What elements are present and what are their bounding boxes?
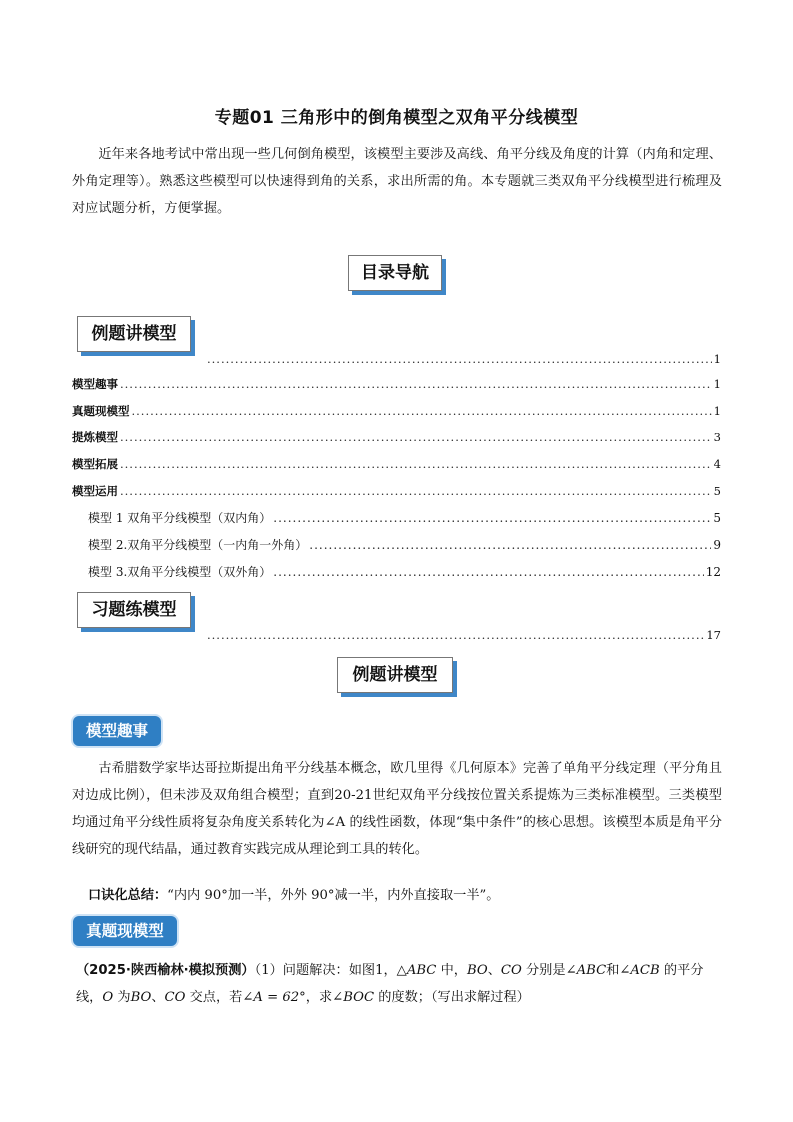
math-condition: ∠A = 62° <box>242 990 306 1005</box>
toc-entry-examples[interactable] <box>205 352 721 368</box>
mnemonic-text: “内内 90°加一半，外外 90°减一半，内外直接取一半”。 <box>167 888 500 903</box>
math-triangle: △ABC <box>396 963 437 978</box>
toc-leader-dots <box>132 404 712 418</box>
toc-entry-model-application[interactable] <box>72 483 721 499</box>
question-text-segment: 为 <box>113 990 131 1005</box>
toc-entry-label: 模型运用 <box>72 484 118 498</box>
toc-entry-label: 模型拓展 <box>72 457 118 471</box>
toc-leader-dots <box>207 352 712 366</box>
question-text-segment: 、 <box>487 963 501 978</box>
toc-entry-refine-model[interactable] <box>72 429 721 445</box>
question-text-segment: 的平分线， <box>76 963 704 1005</box>
toc-leader-dots <box>120 377 712 391</box>
math-bo: BO <box>466 963 488 978</box>
toc-leader-dots <box>120 430 712 444</box>
toc-page-number: 1 <box>713 352 721 366</box>
toc-section-box-examples: 例题讲模型 <box>77 316 191 352</box>
toc-entry-label: 模型 2.双角平分线模型（一内角一外角） <box>88 538 308 552</box>
toc-page-number: 17 <box>706 628 721 642</box>
math-angle-boc: ∠BOC <box>332 990 375 1005</box>
toc-entry-label: 模型 1 双角平分线模型（双内角） <box>88 511 272 525</box>
question-part: （1）问题解决：如图1， <box>254 963 397 978</box>
section-heading-box: 例题讲模型 <box>337 657 453 693</box>
page-title: 专题01 三角形中的倒角模型之双角平分线模型 <box>214 108 579 128</box>
toc-heading-box: 目录导航 <box>348 255 442 291</box>
toc-page-number: 4 <box>713 457 721 471</box>
toc-entry-fun-facts[interactable] <box>72 376 721 392</box>
math-co: CO <box>500 963 522 978</box>
toc-leader-dots <box>273 565 703 579</box>
toc-leader-dots <box>207 628 704 642</box>
toc-leader-dots <box>309 538 711 552</box>
badge-fun-facts: 模型趣事 <box>73 716 161 746</box>
toc-page-number: 1 <box>713 404 721 418</box>
story-paragraph: 古希腊数学家毕达哥拉斯提出角平分线基本概念，欧几里得《几何原本》完善了单角平分线定理（平分角且对边成比例），但未涉及双角组合模型；直到20-21世纪双角平分线按位置关系提炼为三类标准模型。三类模型均通过角平分线性质将复杂角度关系转化为∠A 的线性函数，体现“集中条件”的核心思想。该模型本质是角平分线研究的现代结晶，通过教育实践完成从理论到工具的转化。 <box>72 761 722 857</box>
toc-entry-exercises[interactable] <box>205 628 721 644</box>
math-co-2: CO <box>164 990 186 1005</box>
toc-page-number: 3 <box>713 430 721 444</box>
mnemonic-label: 口诀化总结： <box>88 888 168 903</box>
toc-entry-real-questions[interactable] <box>72 403 721 419</box>
toc-subentry-model-1[interactable] <box>88 509 721 525</box>
toc-page-number: 9 <box>713 538 721 552</box>
toc-entry-label: 提炼模型 <box>72 430 118 444</box>
badge-real-questions: 真题现模型 <box>73 916 177 946</box>
toc-entry-model-extension[interactable] <box>72 456 721 472</box>
math-angle-acb: ∠ACB <box>619 963 660 978</box>
toc-section-box-exercises: 习题练模型 <box>77 592 191 628</box>
toc-leader-dots <box>120 457 712 471</box>
question-text-segment: 、 <box>151 990 165 1005</box>
toc-entry-label: 真题现模型 <box>72 404 130 418</box>
toc-entry-label: 模型 3.双角平分线模型（双外角） <box>88 565 272 579</box>
toc-leader-dots <box>273 511 711 525</box>
toc-page-number: 1 <box>713 377 721 391</box>
question-text-segment: 中， <box>436 963 467 978</box>
question-text <box>76 957 724 1011</box>
mnemonic-summary <box>88 884 500 903</box>
question-source: （2025·陕西榆林·模拟预测） <box>76 963 255 978</box>
math-bo-2: BO <box>130 990 152 1005</box>
math-point-o: O <box>102 990 114 1005</box>
question-text-segment: ，求 <box>305 990 333 1005</box>
question-text-segment: 的度数；（写出求解过程） <box>374 990 530 1005</box>
toc-subentry-model-3[interactable] <box>88 563 721 579</box>
toc-entry-label: 模型趣事 <box>72 377 118 391</box>
question-text-segment: 和 <box>606 963 620 978</box>
question-text-segment: 交点，若 <box>185 990 243 1005</box>
toc-page-number: 5 <box>713 511 721 525</box>
math-angle-abc: ∠ABC <box>565 963 607 978</box>
toc-page-number: 5 <box>713 484 721 498</box>
intro-paragraph: 近年来各地考试中常出现一些几何倒角模型，该模型主要涉及高线、角平分线及角度的计算（内角和定理、外角定理等）。熟悉这些模型可以快速得到角的关系，求出所需的角。本专题就三类双角平分线模型进行梳理及对应试题分析，方便掌握。 <box>72 147 722 216</box>
toc-leader-dots <box>120 484 712 498</box>
toc-subentry-model-2[interactable] <box>88 536 721 552</box>
question-text-segment: 分别是 <box>521 963 566 978</box>
toc-page-number: 12 <box>705 565 721 579</box>
